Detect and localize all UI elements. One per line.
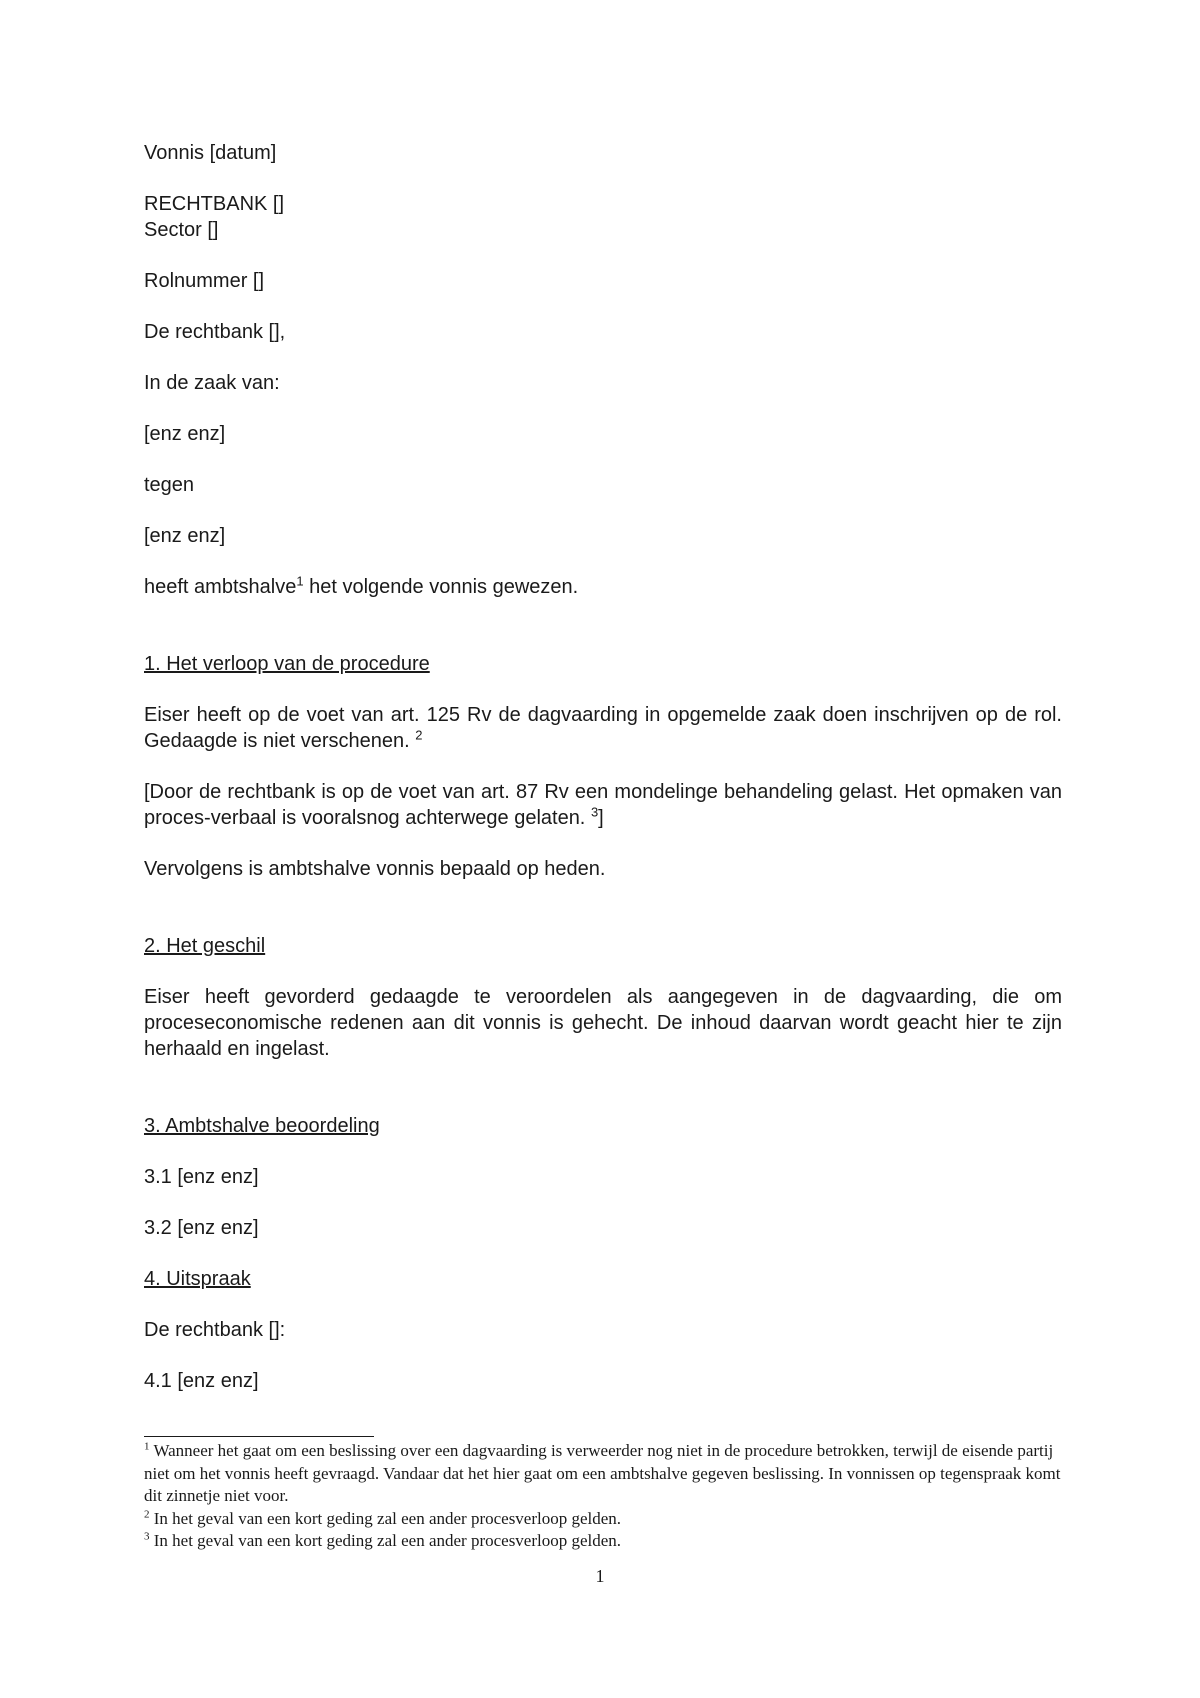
footnote-1-text: Wanneer het gaat om een beslissing over een dagvaarding is verweerder nog niet in de procedure betrokken, terwijl de eisende partij niet om het vonnis heeft gevraagd. Vandaar dat het hier gaat om een ambtshalve gegeven beslissing. In vonnissen op tegenspraak komt dit zinnetje niet voor. (144, 1441, 1061, 1505)
dispute-paragraph: Eiser heeft gevorderd gedaagde te veroordelen als aangegeven in de dagvaarding, die om proceseconomische redenen aan dit vonnis is gehecht. De inhoud daarvan wordt geacht hier te zijn herhaald en ingelast. (144, 986, 1062, 1060)
judgment-intro-start: heeft ambtshalve (144, 576, 297, 598)
footnote-3-number: 3 (144, 1530, 150, 1543)
party-plaintiff: [enz enz] (144, 423, 226, 445)
section-heading-assessment: 3. Ambtshalve beoordeling (144, 1115, 380, 1137)
procedure-paragraph-1 (144, 702, 1062, 754)
footnote-separator (144, 1436, 374, 1437)
party-defendant: [enz enz] (144, 525, 226, 547)
footnote-2-text: In het geval van een kort geding zal een ander procesverloop gelden. (149, 1508, 622, 1528)
footnote-ref-1: 1 (296, 573, 304, 589)
footnote-2-number: 2 (144, 1507, 150, 1520)
judgment-intro (144, 574, 1062, 600)
section-heading-dispute: 2. Het geschil (144, 935, 266, 957)
versus-label: tegen (144, 474, 195, 496)
footnote-1 (144, 1440, 1062, 1508)
court-name: RECHTBANK [] (144, 193, 285, 215)
footnote-3-text: In het geval van een kort geding zal een ander procesverloop gelden. (149, 1531, 622, 1550)
document-body (144, 140, 1062, 1419)
court-intro: De rechtbank [], (144, 321, 286, 343)
procedure-paragraph-2 (144, 779, 1062, 831)
ruling-item-1: 4.1 [enz enz] (144, 1370, 259, 1392)
page-number: 1 (595, 1566, 605, 1586)
ruling-intro: De rechtbank []: (144, 1319, 286, 1341)
roll-number: Rolnummer [] (144, 270, 265, 292)
footnotes (144, 1440, 1062, 1553)
procedure-paragraph-2-close: ] (598, 807, 604, 829)
footnote-3 (144, 1530, 1062, 1553)
court-sector: Sector [] (144, 219, 219, 241)
procedure-paragraph-3: Vervolgens is ambtshalve vonnis bepaald op heden. (144, 858, 606, 880)
judgment-intro-end: het volgende vonnis gewezen. (303, 576, 579, 598)
assessment-item-2: 3.2 [enz enz] (144, 1217, 259, 1239)
procedure-paragraph-1-text: Eiser heeft op de voet van art. 125 Rv de dagvaarding in opgemelde zaak doen inschrijven op de rol. Gedaagde is niet verschenen. (144, 704, 1062, 752)
section-heading-procedure: 1. Het verloop van de procedure (144, 653, 430, 675)
footnote-2 (144, 1508, 1062, 1531)
section-heading-ruling: 4. Uitspraak (144, 1268, 251, 1290)
footnote-ref-3: 3 (590, 804, 599, 820)
footnote-1-number: 1 (144, 1440, 150, 1453)
vonnis-date-line: Vonnis [datum] (144, 142, 277, 164)
case-of-label: In de zaak van: (144, 372, 280, 394)
procedure-paragraph-2-text: [Door de rechtbank is op de voet van art. 87 Rv een mondelinge behandeling gelast. Het opmaken van proces-verbaal is vooralsnog achterwege gelaten. (144, 781, 1062, 829)
assessment-item-1: 3.1 [enz enz] (144, 1166, 259, 1188)
footnote-ref-2: 2 (415, 727, 423, 743)
